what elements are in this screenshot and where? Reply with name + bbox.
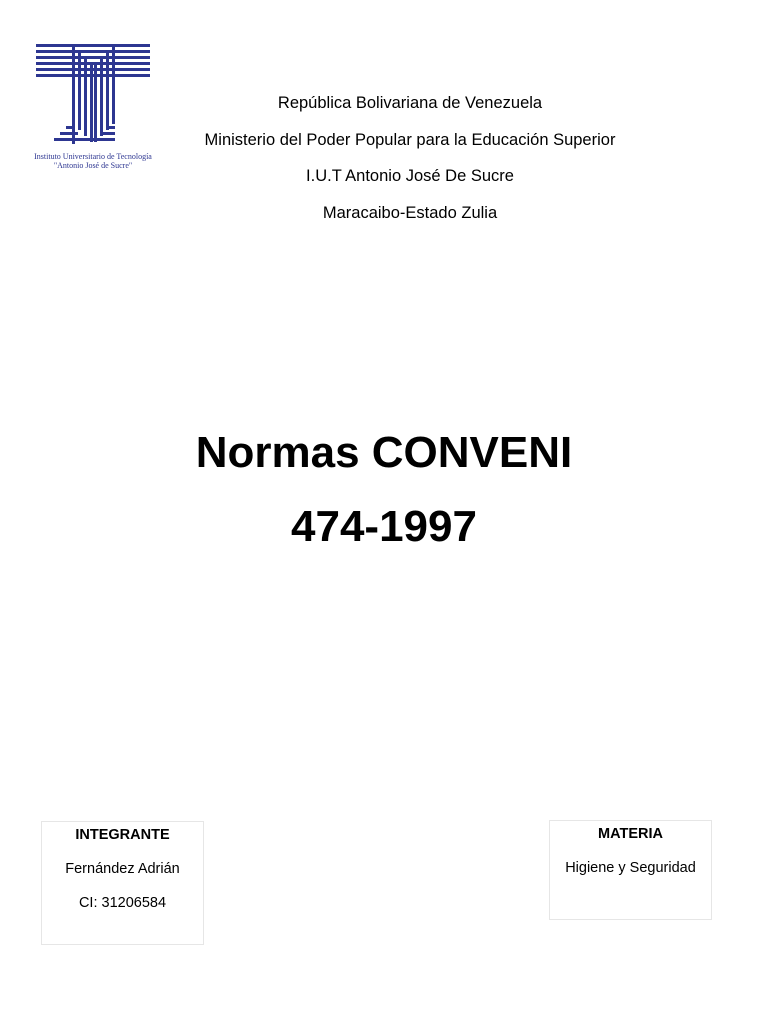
materia-box (549, 820, 712, 920)
document-header (170, 92, 650, 238)
header-line-country: República Bolivariana de Venezuela (277, 94, 543, 112)
logo-caption-line2: "Antonio José de Sucre" (53, 161, 133, 170)
institute-emblem-icon (22, 42, 164, 150)
header-line-location: Maracaibo-Estado Zulia (322, 203, 498, 222)
integrante-heading: INTEGRANTE (75, 827, 170, 843)
document-title-line2: 474-1997 (291, 502, 477, 551)
integrante-box (41, 821, 204, 945)
institute-logo (22, 42, 164, 174)
materia-heading: MATERIA (598, 826, 663, 842)
document-title-line1: Normas CONVENI (195, 428, 573, 477)
integrante-ci: CI: 31206584 (78, 895, 167, 911)
header-line-ministry: Ministerio del Poder Popular para la Educación Superior (204, 130, 616, 149)
logo-caption-line1: Instituto Universitario de Tecnología (34, 152, 152, 161)
header-line-institute: I.U.T Antonio José De Sucre (306, 167, 514, 185)
integrante-name: Fernández Adrián (65, 861, 180, 877)
materia-subject: Higiene y Seguridad (565, 860, 696, 876)
